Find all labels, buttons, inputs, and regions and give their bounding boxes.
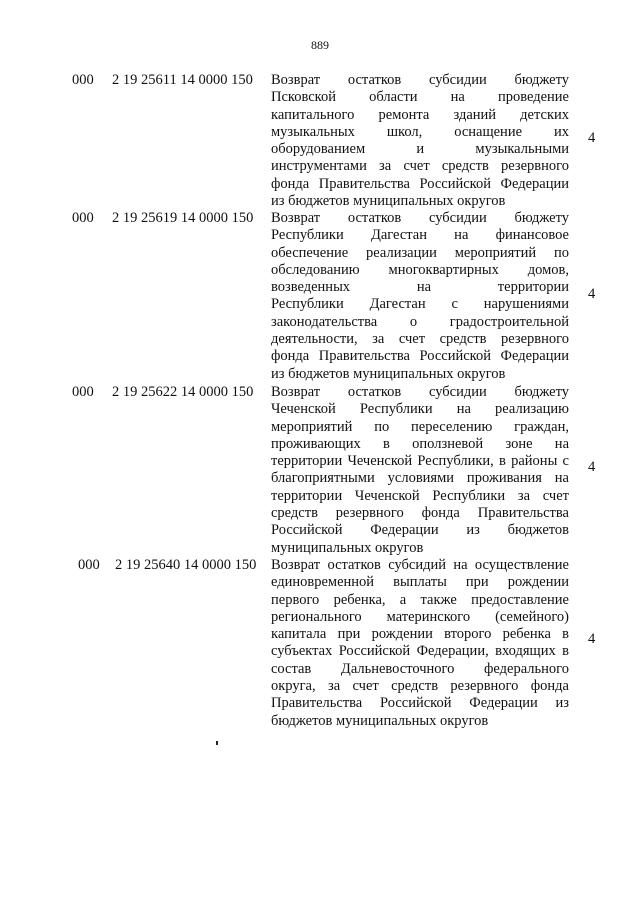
description-line: проживающих в оползневой зоне на	[271, 435, 569, 452]
description-line: деятельности, за счет средств резервного	[271, 331, 569, 348]
description-line: муниципальных округов	[271, 539, 424, 556]
description-line: территории Чеченской Республики за счет	[271, 487, 569, 504]
description-line: Республики Дагестан с нарушениями	[271, 296, 569, 313]
description-line: Правительства Российской Федерации из	[271, 695, 569, 712]
description-line: Возврат остатков субсидии бюджету	[271, 384, 569, 400]
description-line: бюджетов муниципальных округов	[271, 712, 489, 729]
description-line: инструментами за счет средств резервного	[271, 158, 569, 175]
admin-code: 000	[72, 210, 94, 226]
amount: 4	[588, 130, 596, 146]
description-line: Российской Федерации из бюджетов	[271, 522, 569, 539]
description-line: Республики Дагестан на финансовое	[271, 227, 569, 244]
description-line: мероприятий по переселению граждан,	[271, 418, 569, 435]
description-line: Возврат остатков субсидии бюджету	[271, 72, 569, 88]
description-line: благоприятными условиями проживания на	[271, 470, 569, 487]
amount: 4	[588, 286, 596, 302]
budget-classification-code: 2 19 25622 14 0000 150	[112, 384, 254, 400]
description-line: капитального ремонта зданий детских	[271, 106, 569, 123]
description-line: фонда Правительства Российской Федерации	[271, 175, 569, 192]
scan-speck	[216, 741, 218, 745]
admin-code: 000	[72, 72, 94, 88]
description-line: из бюджетов муниципальных округов	[271, 365, 506, 382]
description-line: средств резервного фонда Правительства	[271, 505, 569, 522]
admin-code: 000	[78, 557, 100, 573]
page-number: 889	[311, 38, 329, 52]
description-line: законодательства о градостроительной	[271, 313, 569, 330]
budget-classification-code: 2 19 25611 14 0000 150	[112, 72, 253, 88]
budget-classification-code: 2 19 25619 14 0000 150	[112, 210, 254, 226]
description-line: музыкальных школ, оснащение их	[271, 123, 569, 140]
description-line: возведенных на территории	[271, 279, 569, 296]
description-line: фонда Правительства Российской Федерации	[271, 348, 569, 365]
description-line: Возврат остатков субсидии бюджету	[271, 210, 569, 226]
description-line: территории Чеченской Республики, в районы с	[271, 453, 569, 470]
row-description	[271, 210, 569, 383]
amount: 4	[588, 459, 596, 475]
description-line: состав Дальневосточного федерального	[271, 660, 569, 677]
description-line: первого ребенка, а также предоставление	[271, 591, 569, 608]
description-line: из бюджетов муниципальных округов	[271, 193, 506, 210]
description-line: капитала при рождении второго ребенка в	[271, 626, 569, 643]
description-line: регионального материнского (семейного)	[271, 608, 569, 625]
row-description	[271, 384, 569, 557]
description-line: Псковской области на проведение	[271, 89, 569, 106]
description-line: субъектах Российской Федерации, входящих в	[271, 643, 569, 660]
description-line: Возврат остатков субсидий на осуществление	[271, 557, 569, 573]
description-line: Чеченской Республики на реализацию	[271, 401, 569, 418]
description-line: единовременной выплаты при рождении	[271, 574, 569, 591]
description-line: обследованию многоквартирных домов,	[271, 261, 569, 278]
admin-code: 000	[72, 384, 94, 400]
amount: 4	[588, 631, 596, 647]
row-description	[271, 72, 569, 210]
budget-classification-code: 2 19 25640 14 0000 150	[115, 557, 257, 573]
row-description	[271, 557, 569, 730]
description-line: оборудованием и музыкальными	[271, 141, 569, 158]
description-line: обеспечение реализации мероприятий по	[271, 244, 569, 261]
description-line: округа, за счет средств резервного фонда	[271, 678, 569, 695]
